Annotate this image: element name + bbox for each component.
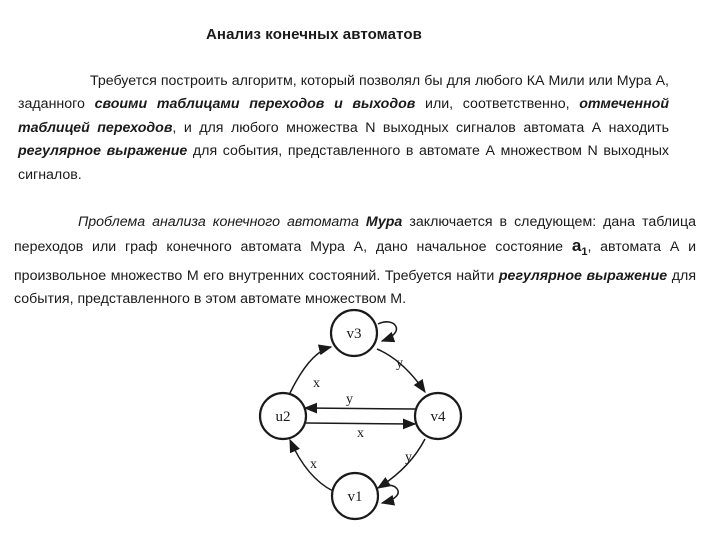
edge-v4-u2-y — [305, 408, 415, 409]
initial-state-symbol: a — [571, 236, 582, 256]
p1-text-4: для события, представленного в автомате А множеством N выходных сигналов. — [18, 143, 669, 183]
node-label-v4: v4 — [430, 409, 446, 425]
edge-u2-v4-x — [306, 423, 415, 424]
edge-v4-v1-y — [378, 439, 425, 488]
p1-emphasis-marked-table: отмеченной таблицей переходов — [18, 96, 669, 136]
p2-text-3: для события, представленного в этом автомате множеством М. — [14, 267, 696, 308]
p1-text-3: , и для любого множества N выходных сигналов автомата А находить — [172, 119, 670, 136]
node-label-v1: v1 — [347, 489, 363, 505]
edge-label-y-v4-v1: y — [405, 450, 412, 465]
node-label-v3: v3 — [346, 326, 362, 342]
node-label-u2: u2 — [275, 409, 291, 425]
page-title: Анализ конечных автоматов — [206, 26, 422, 43]
p1-text-2: или, соответственно, — [415, 96, 580, 113]
edge-label-x-v1-u2: x — [310, 457, 317, 472]
self-loop-v1 — [378, 485, 398, 503]
p1-emphasis-tables: своими таблицами переходов и выходов — [94, 96, 416, 113]
p2-text-1: заключается в следующем: дана таблица переходов или граф конечного автомата Мура А, дано начальное состояние — [14, 214, 696, 256]
p2-emphasis-regex: регулярное выражение — [498, 267, 668, 284]
initial-state-subscript: 1 — [581, 246, 588, 259]
p2-emphasis-moore: Мура — [365, 214, 403, 230]
edge-u2-v3-x — [290, 347, 331, 393]
edge-label-y-v3-v4: y — [396, 356, 403, 371]
edge-label-x-u2-v3: x — [313, 376, 320, 391]
self-loop-v3 — [378, 322, 396, 341]
edge-label-x-u2-v4: x — [357, 426, 364, 441]
edge-label-y-v4-u2: y — [346, 392, 353, 407]
p2-emphasis-problem: Проблема анализа конечного автомата — [78, 214, 359, 230]
p1-emphasis-regex: регулярное выражение — [18, 143, 188, 160]
p2-text-2: , автомата А и произвольное множество М его внутренних состояний. Требуется найти — [14, 239, 697, 284]
p1-text-1: Требуется построить алгоритм, который позволял бы для любого КА Мили или Мура А, заданного — [18, 73, 669, 113]
